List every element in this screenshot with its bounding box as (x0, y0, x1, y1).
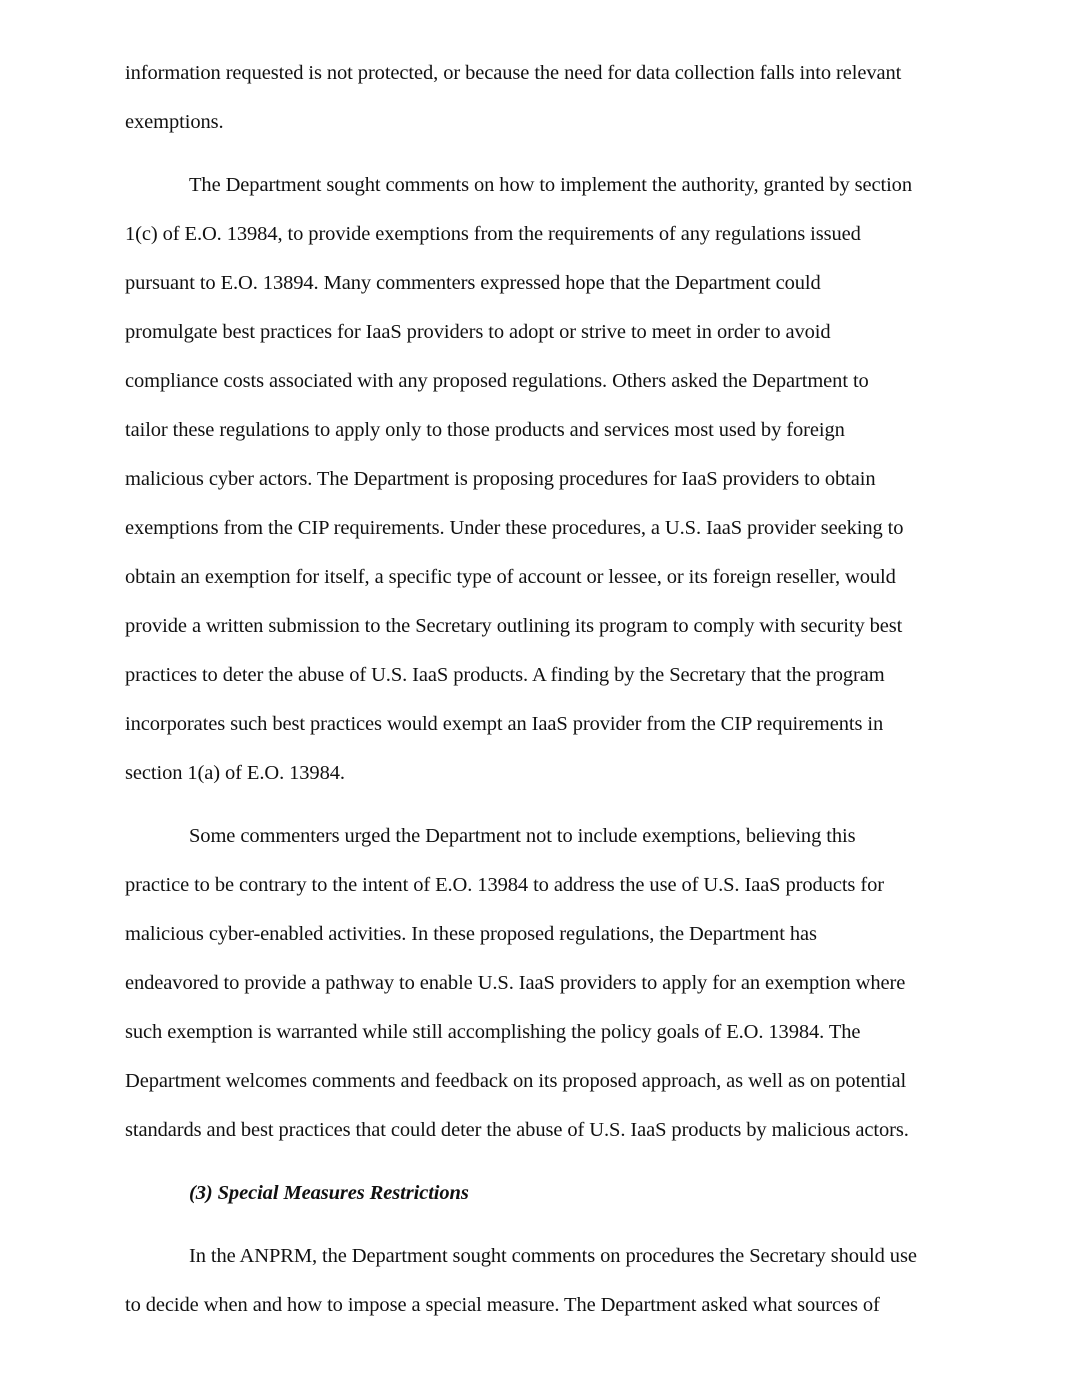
text-line: Some commenters urged the Department not to include exemptions, believing this (189, 825, 856, 847)
text-line: to decide when and how to impose a special measure. The Department asked what sources of (125, 1294, 880, 1316)
text-line: exemptions. (125, 111, 224, 133)
text-line: pursuant to E.O. 13894. Many commenters expressed hope that the Department could (125, 272, 821, 294)
text-line: section 1(a) of E.O. 13984. (125, 762, 345, 784)
text-line: information requested is not protected, or because the need for data collection falls into relevant (125, 62, 902, 84)
section-heading: (3) Special Measures Restrictions (189, 1182, 469, 1204)
text-line: Department welcomes comments and feedback on its proposed approach, as well as on potential (125, 1070, 907, 1092)
text-line: malicious cyber-enabled activities. In these proposed regulations, the Department has (125, 923, 817, 945)
text-line: incorporates such best practices would exempt an IaaS provider from the CIP requirements in (125, 713, 884, 735)
text-line: such exemption is warranted while still accomplishing the policy goals of E.O. 13984. The (125, 1021, 861, 1043)
text-line: promulgate best practices for IaaS providers to adopt or strive to meet in order to avoid (125, 321, 831, 343)
text-line: obtain an exemption for itself, a specific type of account or lessee, or its foreign reseller, would (125, 566, 896, 588)
text-line: practice to be contrary to the intent of E.O. 13984 to address the use of U.S. IaaS products for (125, 874, 884, 896)
text-line: tailor these regulations to apply only to those products and services most used by foreign (125, 419, 845, 441)
text-line: standards and best practices that could deter the abuse of U.S. IaaS products by malicious actors. (125, 1119, 909, 1141)
text-line: The Department sought comments on how to implement the authority, granted by section (189, 174, 912, 196)
text-line: endeavored to provide a pathway to enable U.S. IaaS providers to apply for an exemption where (125, 972, 906, 994)
text-line: 1(c) of E.O. 13984, to provide exemptions from the requirements of any regulations issued (125, 223, 861, 245)
text-line: practices to deter the abuse of U.S. IaaS products. A finding by the Secretary that the program (125, 664, 885, 686)
text-line: compliance costs associated with any proposed regulations. Others asked the Department to (125, 370, 869, 392)
text-line: malicious cyber actors. The Department is proposing procedures for IaaS providers to obtain (125, 468, 876, 490)
text-line: provide a written submission to the Secretary outlining its program to comply with security best (125, 615, 903, 637)
text-line: In the ANPRM, the Department sought comments on procedures the Secretary should use (189, 1245, 917, 1267)
text-line: exemptions from the CIP requirements. Under these procedures, a U.S. IaaS provider seeking to (125, 517, 904, 539)
